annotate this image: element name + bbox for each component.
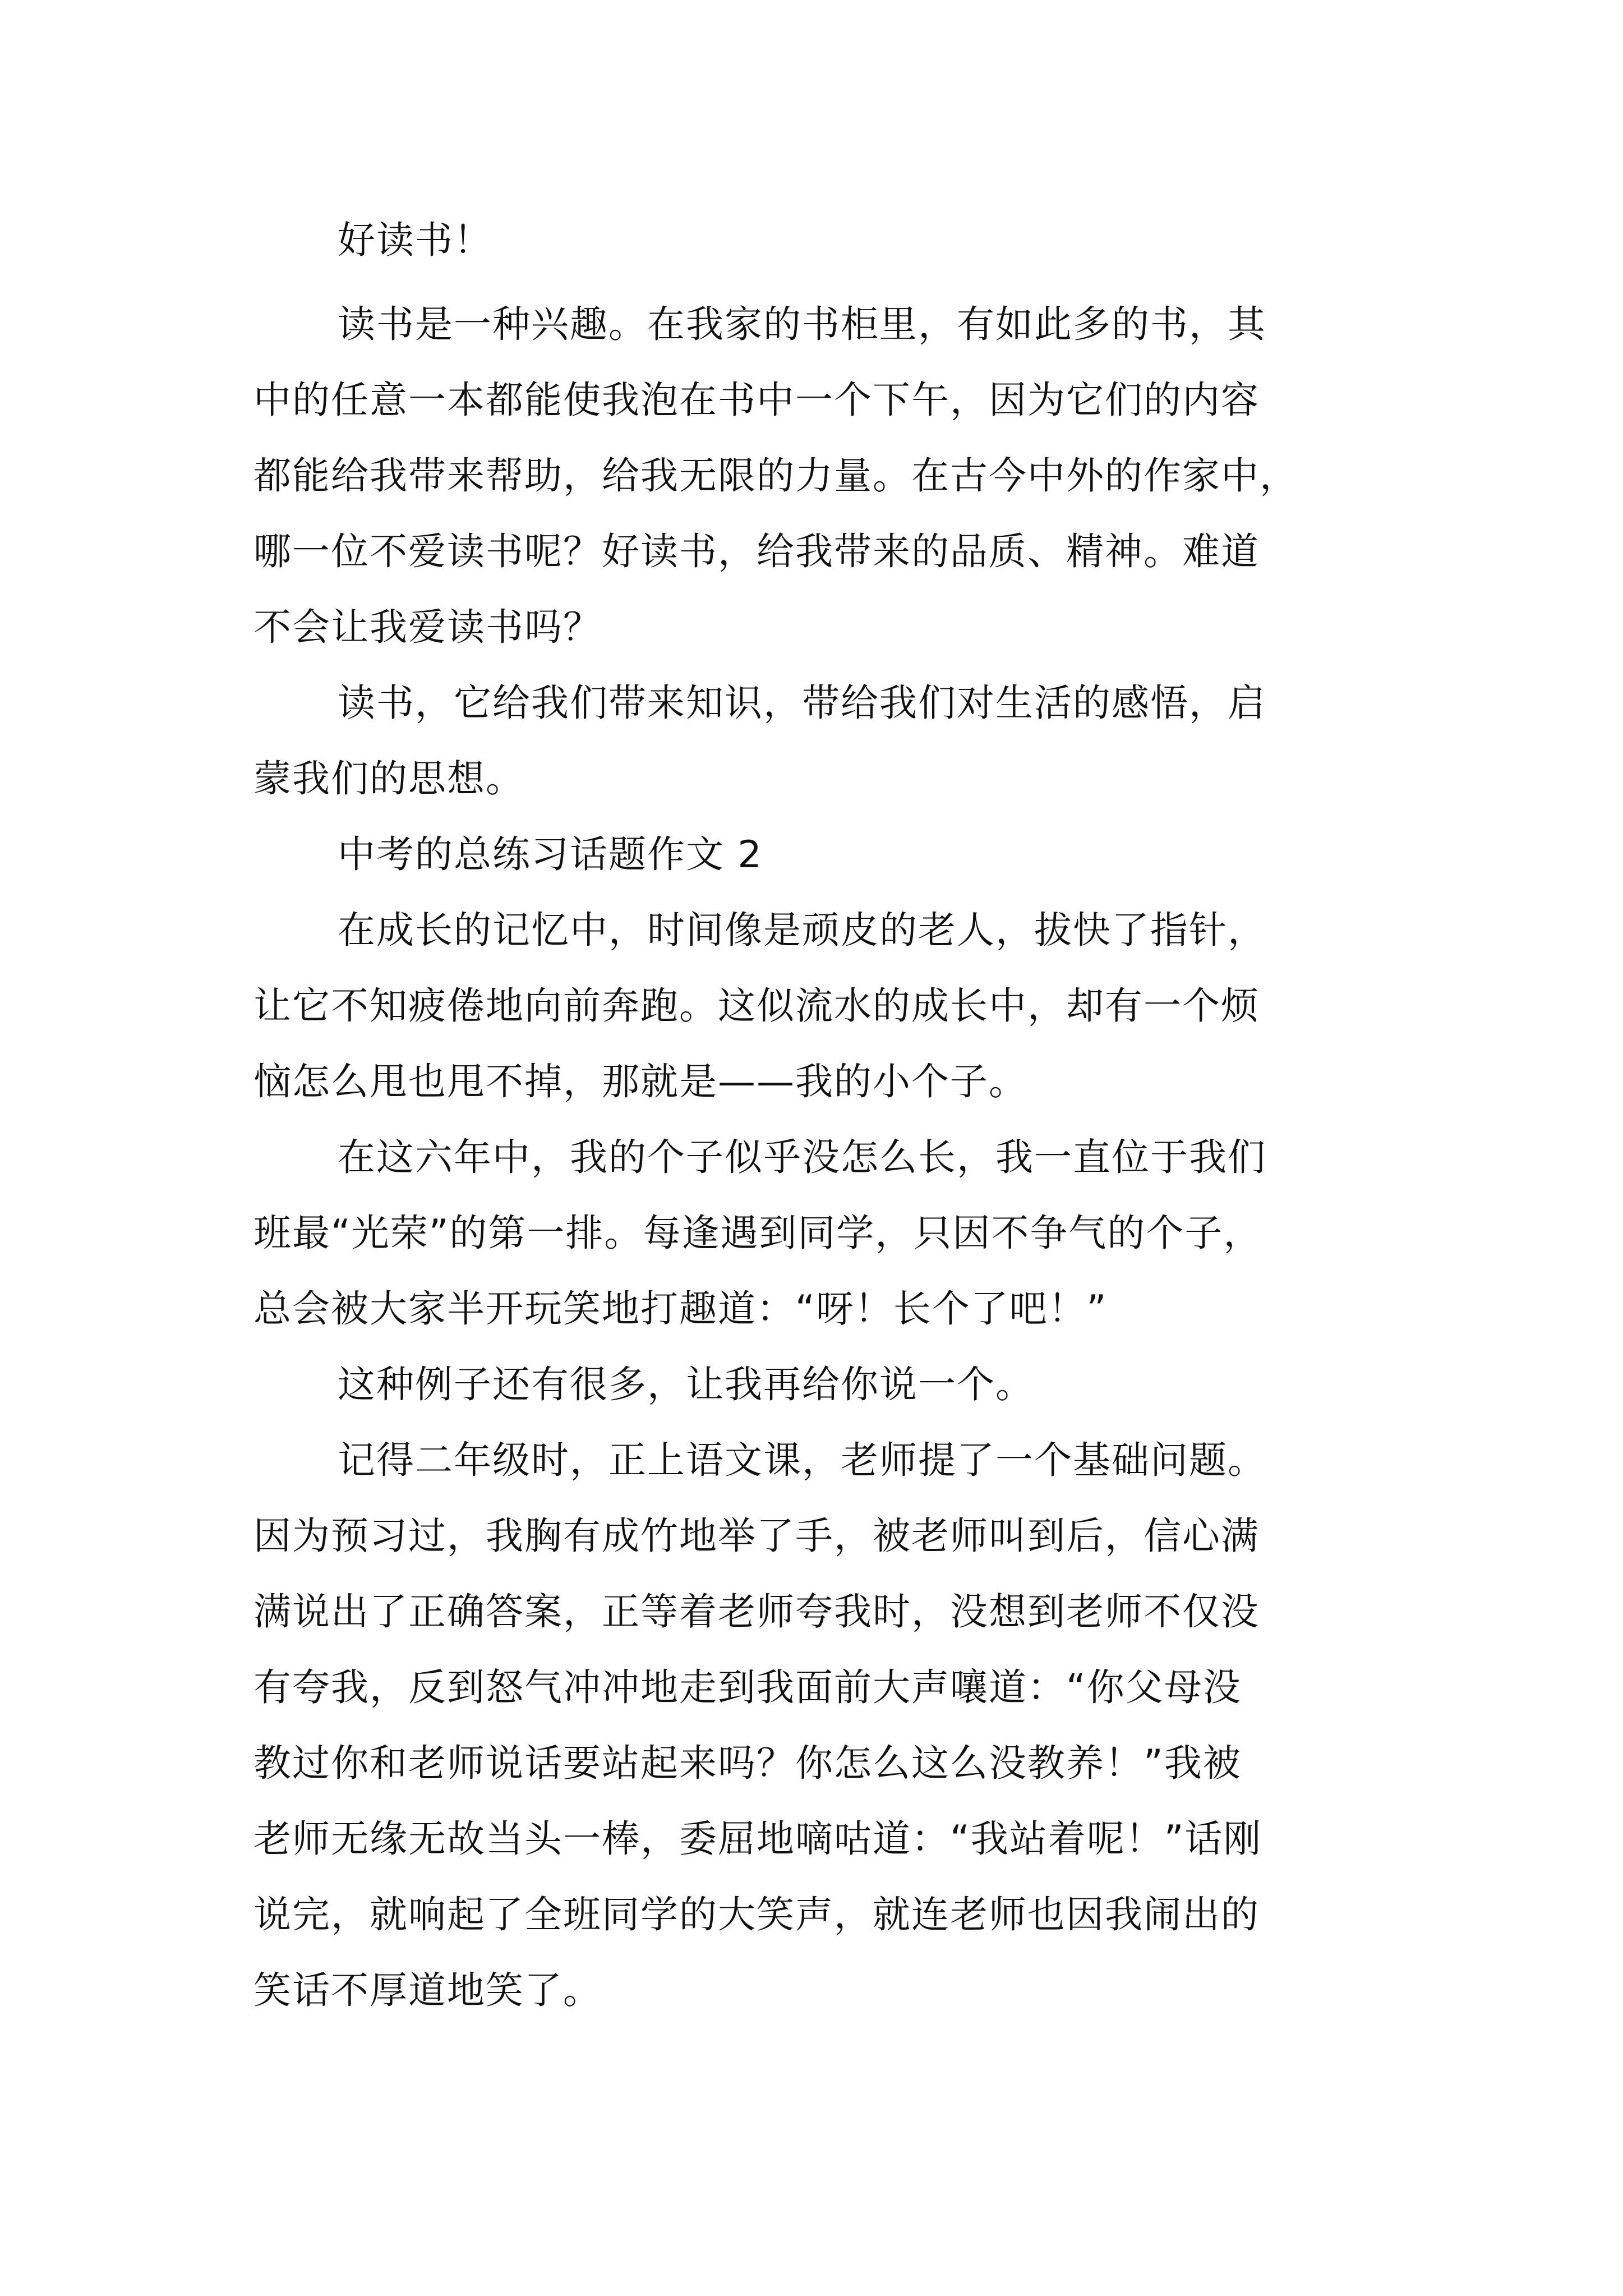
paragraph-start: 读书，它给我们带来知识，带给我们对生活的感悟，启 [338, 681, 1266, 725]
text-line: 好读书！ [338, 218, 492, 262]
text-line: 笑话不厚道地笑了。 [253, 1968, 602, 2012]
text-line: 哪一位不爱读书呢？好读书，给我带来的品质、精神。难道 [253, 530, 1260, 573]
paragraph-start: 在这六年中，我的个子似乎没怎么长，我一直位于我们 [338, 1135, 1266, 1179]
text-line: 蒙我们的思想。 [253, 757, 524, 800]
text-line: 班最“光荣”的第一排。每逢遇到同学，只因不争气的个子， [253, 1211, 1262, 1255]
text-line: 都能给我带来帮助，给我无限的力量。在古今中外的作家中， [253, 454, 1298, 498]
text-line: 说完，就响起了全班同学的大笑声，就连老师也因我闹出的 [253, 1893, 1260, 1936]
text-line: 教过你和老师说话要站起来吗？你怎么这么没教养！”我被 [253, 1741, 1242, 1785]
paragraph-start: 在成长的记忆中，时间像是顽皮的老人，拔快了指针， [338, 908, 1266, 952]
text-line: 老师无缘无故当头一棒，委屈地嘀咕道：“我站着呢！”话刚 [253, 1817, 1262, 1861]
text-line: 满说出了正确答案，正等着老师夸我时，没想到老师不仅没 [253, 1590, 1260, 1634]
text-line: 不会让我爱读书吗？ [253, 605, 602, 649]
text-line: 让它不知疲倦地向前奔跑。这似流水的成长中，却有一个烦 [253, 984, 1260, 1028]
section-heading: 中考的总练习话题作文 2 [338, 832, 763, 876]
text-line: 有夸我，反到怒气冲冲地走到我面前大声嚷道：“你父母没 [253, 1665, 1242, 1709]
text-line: 恼怎么甩也甩不掉，那就是——我的小个子。 [253, 1060, 1027, 1103]
paragraph-start: 这种例子还有很多，让我再给你说一个。 [338, 1363, 1034, 1406]
paragraph-start: 读书是一种兴趣。在我家的书柜里，有如此多的书，其 [338, 302, 1266, 346]
text-line: 因为预习过，我胸有成竹地举了手，被老师叫到后，信心满 [253, 1514, 1260, 1558]
text-line: 中的任意一本都能使我泡在书中一个下午，因为它们的内容 [253, 378, 1260, 422]
text-line: 总会被大家半开玩笑地打趣道：“呀！长个了吧！” [253, 1287, 1108, 1331]
paragraph-start: 记得二年级时，正上语文课，老师提了一个基础问题。 [338, 1438, 1266, 1482]
